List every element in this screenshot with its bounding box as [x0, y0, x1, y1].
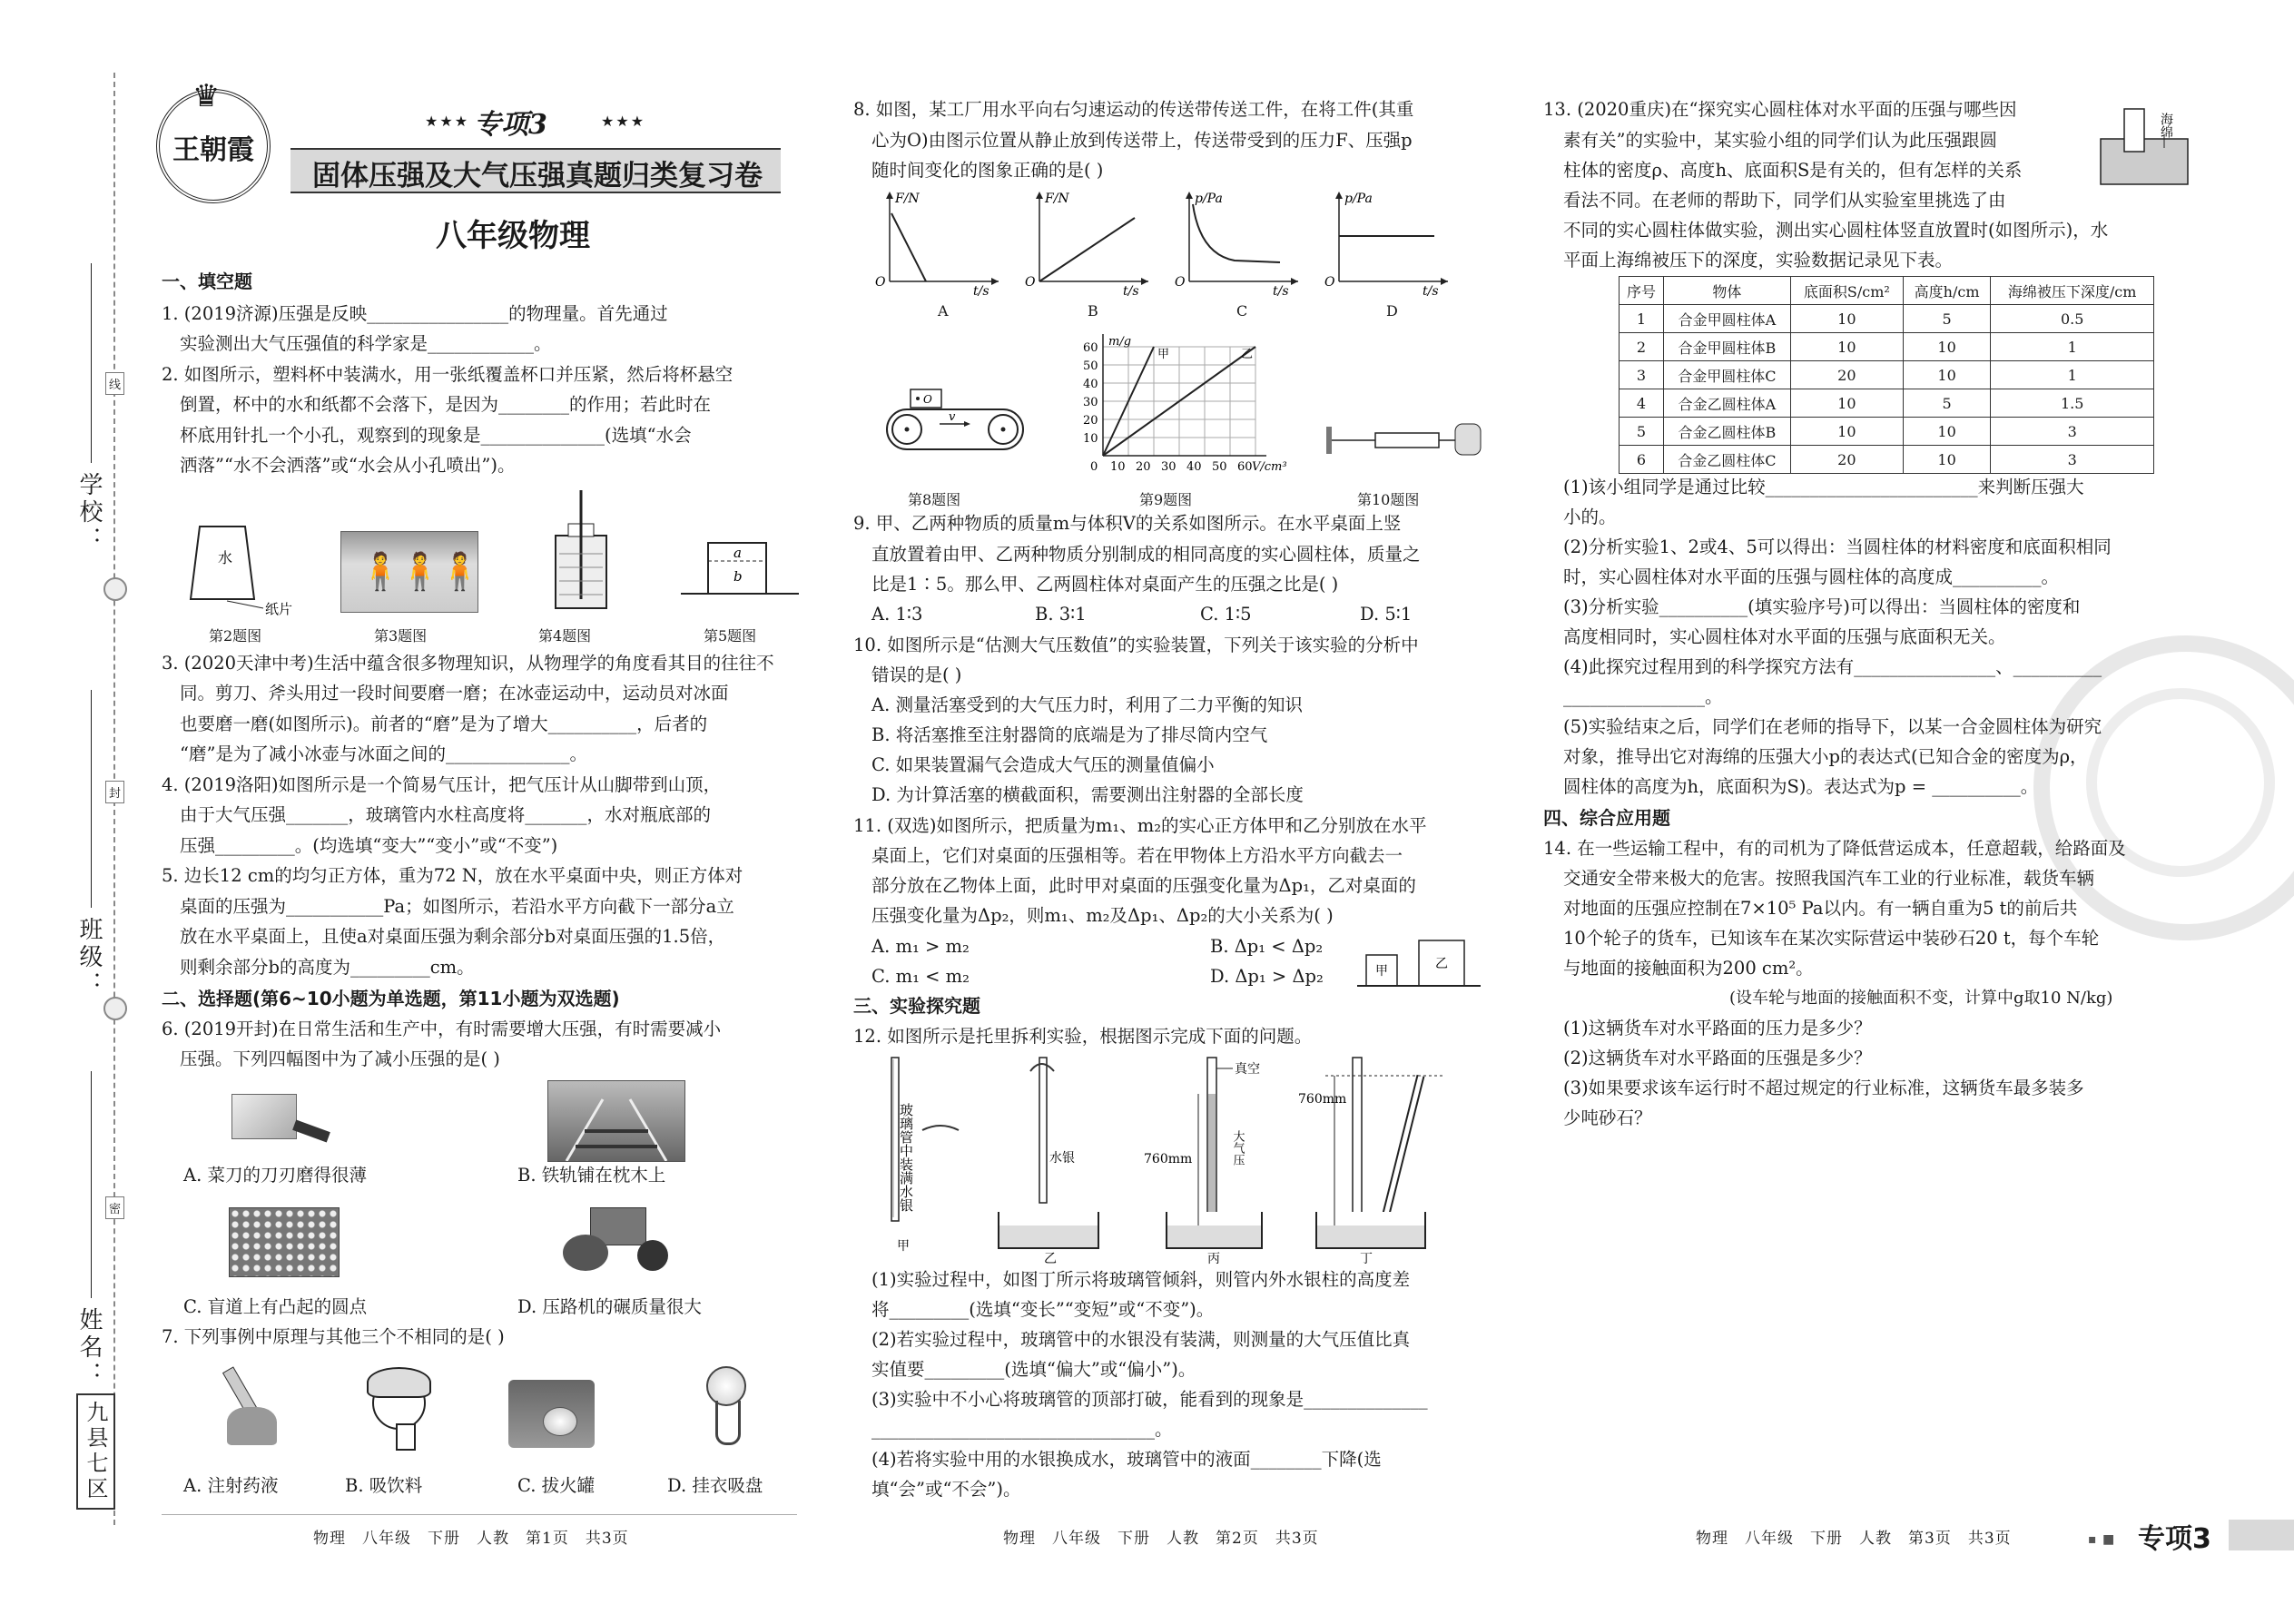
q2-line4: 洒落”“水不会洒落”或“水会从小孔喷出”)。: [180, 455, 516, 476]
roller-drum: [563, 1235, 608, 1271]
svg-text:t/s: t/s: [973, 284, 989, 299]
q5-line4: 则剩余部分b的高度为_________cm。: [180, 957, 475, 978]
q12-sub2-line2: 实值要_________(选填“偏大”或“偏小”)。: [871, 1359, 1196, 1380]
series-yi-label: 乙: [1241, 348, 1254, 361]
table-cell: 10: [1790, 305, 1903, 333]
q14-line5: 与地面的接触面积为200 cm²。: [1563, 958, 1814, 979]
q14-line3: 对地面的压强应控制在7×10⁵ Pa以内。有一辆自重为5 t的前后共: [1563, 898, 2078, 919]
caption-fig5: 第5题图: [704, 627, 757, 645]
q6c-tactile-paving-image: [229, 1207, 340, 1277]
q11-line2: 桌面上，它们对桌面的压强相等。若在甲物体上方沿水平方向截去一: [871, 845, 1403, 866]
svg-text:甲: 甲: [897, 1239, 910, 1254]
graph-b-curve: [1039, 218, 1135, 281]
region-label: 九县七区: [76, 1393, 115, 1510]
page-title: 固体压强及大气压强真题归类复习卷: [312, 160, 763, 192]
table-cell: 合金乙圆柱体B: [1663, 418, 1790, 446]
q5-line2: 桌面的压强为___________Pa；如图所示，若沿水平方向截下一部分a立: [180, 896, 734, 917]
q11-option-b: B. Δp₁ < Δp₂: [1210, 936, 1324, 957]
table-cell: 1: [1991, 361, 2154, 389]
rail-lines: [548, 1081, 684, 1161]
section-choice: 二、选择题(第6~10小题为单选题，第11小题为双选题): [162, 988, 620, 1009]
q7c-cupping-image: [508, 1380, 595, 1448]
syringe-barrel: [1375, 433, 1439, 448]
table-row: [1620, 446, 2154, 474]
cupping-jar: [543, 1407, 577, 1436]
x-tick-label: 50: [1212, 460, 1227, 474]
seal-label-feng: 封: [105, 781, 124, 803]
q7b-girl-drinking-image: [356, 1360, 438, 1451]
q3-line2: 同。剪刀、斧头用过一段时间要磨一磨；在冰壶运动中，运动员对冰面: [180, 683, 729, 704]
q13-sub2-line2: 时，实心圆柱体对水平面的压强与圆柱体的高度成__________。: [1563, 566, 2060, 587]
q8-line3: 随时间变化的图象正确的是( ): [871, 160, 1104, 181]
table-header: 高度h/cm: [1903, 277, 1990, 305]
table-cell: 合金甲圆柱体C: [1663, 361, 1790, 389]
svg-text:v: v: [949, 410, 956, 424]
svg-text:丙: 丙: [1207, 1252, 1220, 1266]
q9-option-a: A. 1∶3: [871, 604, 923, 625]
q7a-syringe-image: [218, 1362, 281, 1448]
table-cell: 合金甲圆柱体A: [1663, 305, 1790, 333]
subject-title: 八年级物理: [436, 218, 590, 254]
table-cell: 0.5: [1991, 305, 2154, 333]
q13-line1: 13. (2020重庆)在“探究实心圆柱体对水平面的压强与哪些因: [1543, 99, 2017, 120]
badge: 专项3: [474, 109, 547, 141]
q10-option-a: A. 测量活塞受到的大气压力时，利用了二力平衡的知识: [871, 694, 1303, 715]
fig2-cup: [182, 517, 300, 617]
svg-text:F/N: F/N: [1045, 192, 1069, 206]
svg-text:O: O: [1324, 275, 1335, 290]
q14-sub3-line2: 少吨砂石？: [1563, 1107, 1652, 1128]
q11-option-c: C. m₁ < m₂: [871, 966, 970, 987]
graph-c-curve: [1193, 204, 1280, 262]
q13-line3: 柱体的密度ρ、高度h、底面积S是有关的，但有怎样的关系: [1563, 160, 2023, 181]
paper-label: 纸片: [265, 601, 293, 617]
q14-line2: 交通安全带来极大的危害。按照我国汽车工业的行业标准，载货车辆: [1563, 868, 2095, 889]
q3-line1: 3. (2020天津中考)生活中蕴含很多物理知识，从物理学的角度看其目的往往不: [162, 653, 774, 674]
name-label: 姓名：: [75, 1307, 103, 1389]
q14-line4: 10个轮子的货车，已知该车在某次实际营运中装砂石20 t，每个车轮: [1563, 928, 2100, 949]
table-row: [1620, 305, 2154, 333]
table-row: [1620, 361, 2154, 389]
q6d-road-roller-image: [563, 1200, 672, 1273]
table-cell: 10: [1903, 418, 1990, 446]
q12-sub3-line2: ________________________________。: [871, 1419, 1173, 1440]
svg-text:t/s: t/s: [1273, 284, 1289, 299]
badge-stars-right: ★★★: [601, 113, 646, 130]
y-tick-label: 30: [1083, 396, 1098, 409]
svg-text:760mm: 760mm: [1298, 1092, 1347, 1107]
cleaver-blade: [231, 1094, 297, 1139]
curler-figures: 🧍🧍🧍: [358, 551, 478, 593]
q13-sub1-line2: 小的。: [1563, 507, 1617, 527]
svg-text:p/Pa: p/Pa: [1344, 192, 1373, 206]
table-header: 序号: [1620, 277, 1664, 305]
wall-support: [1326, 427, 1332, 454]
q2-line1: 2. 如图所示，塑料杯中装满水，用一张纸覆盖杯口并压紧，然后将杯悬空: [162, 364, 733, 385]
hook: [715, 1401, 741, 1445]
svg-text:甲: 甲: [1375, 964, 1388, 979]
table-cell: 5: [1903, 305, 1990, 333]
q10-line2: 错误的是( ): [871, 664, 962, 685]
q12-sub3-line1: (3)实验中不小心将玻璃管的顶部打破，能看到的现象是______________: [871, 1389, 1428, 1410]
q10-option-d: D. 为计算活塞的横截面积，需要测出注射器的全部长度: [871, 784, 1304, 805]
torricelli-ding: [1298, 1058, 1443, 1266]
q13-line2: 素有关”的实验中，某实验小组的同学们认为此压强跟圆: [1563, 130, 1997, 151]
table-cell: 3: [1991, 418, 2154, 446]
q13-sub5-line2: 对象，推导出它对海绵的压强大小p的表达式(已知合金的密度为ρ，: [1563, 746, 2088, 767]
svg-text:t/s: t/s: [1123, 284, 1139, 299]
q13-sub4-line2: ________________。: [1563, 686, 1723, 707]
school-label: 学校：: [75, 472, 103, 554]
q11-option-d: D. Δp₁ > Δp₂: [1210, 966, 1324, 987]
q14-sub3-line1: (3)如果要求该车运行时不超过规定的行业标准，这辆货车最多装多: [1563, 1078, 2084, 1098]
footer-page-1: 物理 八年级 下册 人教 第1页 共3页: [313, 1530, 629, 1548]
section-fill-in: 一、填空题: [162, 271, 252, 292]
q12-sub1-line1: (1)实验过程中，如图丁所示将玻璃管倾斜，则管内外水银柱的高度差: [871, 1269, 1411, 1290]
q6-line2: 压强。下列四幅图中为了减小压强的是( ): [180, 1048, 500, 1069]
svg-text:t/s: t/s: [1423, 284, 1439, 299]
badge-stars-left: ★★★: [425, 113, 470, 130]
origin-label: 0: [1090, 460, 1098, 474]
cup-water-label: 水: [218, 549, 233, 566]
q3-line4: “磨”是为了减小冰壶与冰面之间的______________。: [180, 743, 587, 764]
q4-line2: 由于大气压强_______，玻璃管内水柱高度将_______，水对瓶底部的: [180, 804, 712, 825]
name-field[interactable]: [91, 1071, 92, 1298]
q1-line2: 实验测出大气压强值的科学家是____________。: [180, 333, 552, 354]
q6-option-a: A. 菜刀的刀刃磨得很薄: [183, 1165, 367, 1186]
table-cell: 1: [1991, 333, 2154, 361]
svg-text:玻璃管中装满水银: 玻璃管中装满水银: [898, 1103, 914, 1212]
x-tick-label: 60: [1237, 460, 1253, 474]
x-tick-label: 20: [1136, 460, 1151, 474]
q10-option-b: B. 将活塞推至注射器筒的底端是为了排尽筒内空气: [871, 724, 1268, 745]
table-cell: 合金乙圆柱体C: [1663, 446, 1790, 474]
q6a-cleaver-image: [231, 1089, 331, 1157]
table-cell: 10: [1903, 361, 1990, 389]
svg-text:p/Pa: p/Pa: [1195, 192, 1223, 206]
q4-line1: 4. (2019洛阳)如图所示是一个简易气压计，把气压计从山脚带到山顶，: [162, 774, 722, 795]
part-a-label: a: [733, 545, 742, 561]
q9-line3: 比是1∶5。那么甲、乙两圆柱体对桌面产生的压强之比是( ): [871, 574, 1339, 595]
q8-line1: 8. 如图，某工厂用水平向右匀速运动的传送带传送工件，在将工件(其重: [853, 99, 1414, 120]
q14-sub2: (2)这辆货车对水平路面的压强是多少？: [1563, 1048, 1872, 1068]
section-experiment: 三、实验探究题: [853, 995, 980, 1017]
binding-hole-1: [103, 577, 127, 601]
table-header: 物体: [1663, 277, 1790, 305]
q11-line3: 部分放在乙物体上面，此时甲对桌面的压强变化量为Δp₁，乙对桌面的: [871, 875, 1416, 896]
table-cell: 5: [1903, 389, 1990, 418]
svg-text:O: O: [923, 393, 932, 406]
crown-icon: ♛: [192, 78, 221, 114]
svg-text:F/N: F/N: [895, 192, 920, 206]
seal-label-xian: 线: [105, 372, 124, 395]
y-tick-label: 40: [1083, 378, 1098, 391]
q8-graph-c: [1171, 186, 1307, 300]
q8-graph-d-letter: D: [1386, 302, 1398, 320]
svg-text:O: O: [1175, 275, 1186, 290]
x-axis-label: V/cm³: [1252, 460, 1287, 474]
girl-hair: [367, 1367, 431, 1398]
y-tick-label: 10: [1083, 432, 1098, 446]
school-field[interactable]: [91, 263, 92, 463]
q6b-railway-image: [547, 1080, 685, 1162]
y-tick-label: 60: [1083, 341, 1098, 355]
q7-option-b: B. 吸饮料: [345, 1475, 423, 1496]
table-cell: 1: [1620, 305, 1664, 333]
svg-text:水银: 水银: [1049, 1151, 1075, 1166]
q8-graph-b: [1021, 186, 1157, 300]
svg-text:O: O: [1025, 275, 1036, 290]
table-cell: 10: [1790, 418, 1903, 446]
caption-fig4: 第4题图: [538, 627, 592, 645]
table-row: [1620, 389, 2154, 418]
q13-sub5-line3: 圆柱体的高度为h，底面积为S)。表达式为p = __________。: [1563, 776, 2039, 797]
caption-fig10: 第10题图: [1357, 491, 1420, 508]
x-tick-label: 10: [1110, 460, 1126, 474]
table-cell: 3: [1991, 446, 2154, 474]
logo-text: 王朝霞: [172, 134, 254, 166]
svg-text:乙: 乙: [1044, 1252, 1057, 1266]
q8-graph-c-letter: C: [1236, 302, 1248, 320]
graph-a-curve: [891, 213, 926, 281]
q11-line4: 压强变化量为Δp₂，则m₁、m₂及Δp₁、Δp₂的大小关系为( ): [871, 905, 1334, 926]
svg-text:丁: 丁: [1360, 1252, 1373, 1266]
q13-sub1-line1: (1)该小组同学是通过比较________________________来判断压强大: [1563, 477, 2084, 497]
q5-line1: 5. 边长12 cm的均匀正方体，重为72 N，放在水平桌面中央，则正方体对: [162, 865, 743, 886]
table-cell: 10: [1903, 446, 1990, 474]
table-row: [1620, 333, 2154, 361]
binding-hole-2: [103, 997, 127, 1020]
q12-sub1-line2: 将_________(选填“变长”“变短”或“不变”)。: [871, 1299, 1215, 1320]
q7-option-c: C. 拔火罐: [517, 1475, 596, 1496]
q13-sub4-line1: (4)此探究过程用到的科学探究方法有________________、__________: [1563, 656, 2102, 677]
table-cell: 合金甲圆柱体B: [1663, 333, 1790, 361]
q2-line2: 倒置，杯中的水和纸都不会落下，是因为________的作用；若此时在: [180, 394, 712, 415]
paper-pointer: [227, 601, 263, 608]
q13-line4: 看法不同。在老师的帮助下，同学们从实验室里挑选了由: [1563, 190, 2006, 211]
footer-page-2: 物理 八年级 下册 人教 第2页 共3页: [1003, 1530, 1319, 1548]
y-axis-label: m/g: [1108, 335, 1132, 349]
q10-option-c: C. 如果装置漏气会造成大气压的测量值偏小: [871, 754, 1215, 775]
fig4-barometer: [545, 486, 617, 613]
seal-label-mi: 密: [105, 1196, 124, 1219]
table-header: 底面积S/cm²: [1790, 277, 1903, 305]
q7-option-d: D. 挂衣吸盘: [667, 1475, 763, 1496]
drink-cup: [396, 1423, 416, 1451]
caption-fig2: 第2题图: [209, 627, 262, 645]
spring-scale-hand: [1455, 424, 1481, 455]
q5-line3: 放在水平桌面上，且使a对桌面压强为剩余部分b对桌面压强的1.5倍，: [180, 926, 726, 947]
brand-logo: [156, 78, 271, 203]
q8-graph-a: [871, 186, 1008, 300]
table-cell: 10: [1903, 333, 1990, 361]
q9-option-d: D. 5∶1: [1360, 604, 1413, 625]
q12-sub4-line1: (4)若将实验中用的水银换成水，玻璃管中的液面________下降(选: [871, 1449, 1382, 1470]
table-cell: 3: [1620, 361, 1664, 389]
q13-sub5-line1: (5)实验结束之后，同学们在老师的指导下，以某一合金圆柱体为研究: [1563, 716, 2102, 737]
q7-option-a: A. 注射药液: [183, 1475, 279, 1496]
x-tick-label: 40: [1186, 460, 1202, 474]
fig10-syringe: [1321, 413, 1484, 468]
q4-line3: 压强_________。(均选填“变大”“变小”或“不变”): [180, 835, 558, 856]
q8-graph-d: [1321, 186, 1457, 300]
table-cell: 20: [1790, 361, 1903, 389]
q3-line3: 也要磨一磨(如图所示)。前者的“磨”是为了增大__________，后者的: [180, 714, 708, 734]
caption-fig9: 第9题图: [1139, 491, 1193, 508]
q7-stem: 7. 下列事例中原理与其他三个不相同的是( ): [162, 1326, 505, 1347]
footer-rule-1: [162, 1514, 797, 1515]
caption-fig3: 第3题图: [374, 627, 428, 645]
torricelli-jia: [891, 1058, 959, 1254]
table-cell: 合金乙圆柱体A: [1663, 389, 1790, 418]
corner-band: [2229, 1520, 2294, 1550]
torricelli-yi: [999, 1058, 1098, 1266]
table-cell: 2: [1620, 333, 1664, 361]
cleaver-handle: [292, 1120, 330, 1143]
svg-text:760mm: 760mm: [1144, 1152, 1193, 1166]
svg-text:大气压: 大气压: [1230, 1130, 1245, 1166]
q8-line2: 心为O)由图示位置从静止放到传送带上，传送带受到的压力F、压强p: [871, 130, 1413, 151]
caption-fig8: 第8题图: [908, 491, 961, 508]
q6-line1: 6. (2019开封)在日常生活和生产中，有时需要增大压强，有时需要减小: [162, 1019, 722, 1039]
fig8-conveyor: [876, 386, 1039, 458]
q13-line5: 不同的实心圆柱体做实验，测出实心圆柱体竖直放置时(如图所示)，水: [1563, 220, 2109, 241]
q2-line3: 杯底用针扎一个小孔，观察到的现象是______________(选填“水会: [180, 425, 692, 446]
series-jia-label: 甲: [1157, 348, 1170, 361]
table-cell: 20: [1790, 446, 1903, 474]
class-label: 班级：: [75, 917, 103, 999]
table-cell: 5: [1620, 418, 1664, 446]
q12-stem: 12. 如图所示是托里拆利实验，根据图示完成下面的问题。: [853, 1026, 1313, 1047]
q1-line1: 1. (2019济源)压强是反映________________的物理量。首先通过: [162, 303, 668, 324]
y-tick-label: 50: [1083, 359, 1098, 373]
cylinder: [2124, 109, 2144, 152]
q6-option-b: B. 铁轨铺在枕木上: [517, 1165, 666, 1186]
x-tick-label: 30: [1161, 460, 1177, 474]
fig13-sponge: [2097, 98, 2197, 189]
q12-sub2-line1: (2)若实验过程中，玻璃管中的水银没有装满，则测量的大气压值比真: [871, 1329, 1411, 1350]
part-b-label: b: [733, 568, 743, 585]
footer-page-3: 物理 八年级 下册 人教 第3页 共3页: [1696, 1530, 2012, 1548]
q13-sub2-line1: (2)分析实验1、2或4、5可以得出：当圆柱体的材料密度和底面积相同: [1563, 536, 2112, 557]
table-cell: 4: [1620, 389, 1664, 418]
table-cell: 10: [1790, 389, 1903, 418]
q14-line1: 14. 在一些运输工程中，有的司机为了降低营运成本，任意超载，给路面及: [1543, 838, 2126, 859]
table-row: [1620, 418, 2154, 446]
q11-line1: 11. (双选)如图所示，把质量为m₁、m₂的实心正方体甲和乙分别放在水平: [853, 815, 1427, 836]
class-field[interactable]: [91, 690, 92, 908]
q9-option-c: C. 1∶5: [1200, 604, 1252, 625]
fig3-curling-photo: [340, 531, 478, 613]
svg-text:O: O: [875, 275, 886, 290]
corner-squares: ▪ ■: [2088, 1532, 2116, 1547]
fig11-cubes: [1357, 935, 1484, 994]
q8-graph-b-letter: B: [1088, 302, 1098, 320]
q11-option-a: A. m₁ > m₂: [871, 936, 970, 957]
svg-text:海绵: 海绵: [2159, 113, 2173, 138]
fig5-cube: [681, 537, 799, 601]
q9-line1: 9. 甲、乙两种物质的质量m与体积V的关系如图所示。在水平桌面上竖: [853, 513, 1402, 534]
corner-badge: 专项3: [2138, 1523, 2211, 1555]
table-cell: 10: [1790, 333, 1903, 361]
q6-option-d: D. 压路机的碾质量很大: [517, 1296, 702, 1317]
table-cell: 1.5: [1991, 389, 2154, 418]
q9-option-b: B. 3∶1: [1035, 604, 1087, 625]
y-tick-label: 20: [1083, 414, 1098, 428]
q12-sub4-line2: 填“会”或“不会”)。: [871, 1479, 1021, 1500]
q6-option-c: C. 盲道上有凸起的圆点: [183, 1296, 368, 1317]
svg-text:乙: 乙: [1435, 957, 1448, 971]
q13-line6: 平面上海绵被压下的深度，实验数据记录见下表。: [1563, 250, 1954, 271]
q13-data-table: [1619, 276, 2154, 474]
fig9-mass-volume-chart: [1067, 329, 1303, 474]
section-application: 四、综合应用题: [1543, 807, 1670, 829]
svg-text:真空: 真空: [1235, 1062, 1260, 1077]
q7d-suction-hook-image: [699, 1366, 753, 1448]
hand-shape: [227, 1407, 277, 1445]
q10-line1: 10. 如图所示是“估测大气压数值”的实验装置，下列关于该实验的分析中: [853, 635, 1419, 655]
torricelli-bing: [1144, 1058, 1262, 1266]
table-cell: 6: [1620, 446, 1664, 474]
q14-note: (设车轮与地面的接触面积不变，计算中g取10 N/kg): [1729, 989, 2113, 1008]
q8-graph-a-letter: A: [938, 302, 949, 320]
table-header: 海绵被压下深度/cm: [1991, 277, 2154, 305]
q13-sub3-line2: 高度相同时，实心圆柱体对水平面的压强与底面积无关。: [1563, 626, 2006, 647]
q14-sub1: (1)这辆货车对水平路面的压力是多少？: [1563, 1018, 1872, 1038]
q13-sub3-line1: (3)分析实验__________(填实验序号)可以得出：当圆柱体的密度和: [1563, 596, 2081, 617]
fig12-torricelli: [871, 1048, 1507, 1266]
roller-wheel: [637, 1240, 668, 1271]
q9-line2: 直放置着由甲、乙两种物质分别制成的相同高度的实心圆柱体，质量之: [871, 544, 1421, 565]
table-header-row: [1620, 277, 2154, 305]
